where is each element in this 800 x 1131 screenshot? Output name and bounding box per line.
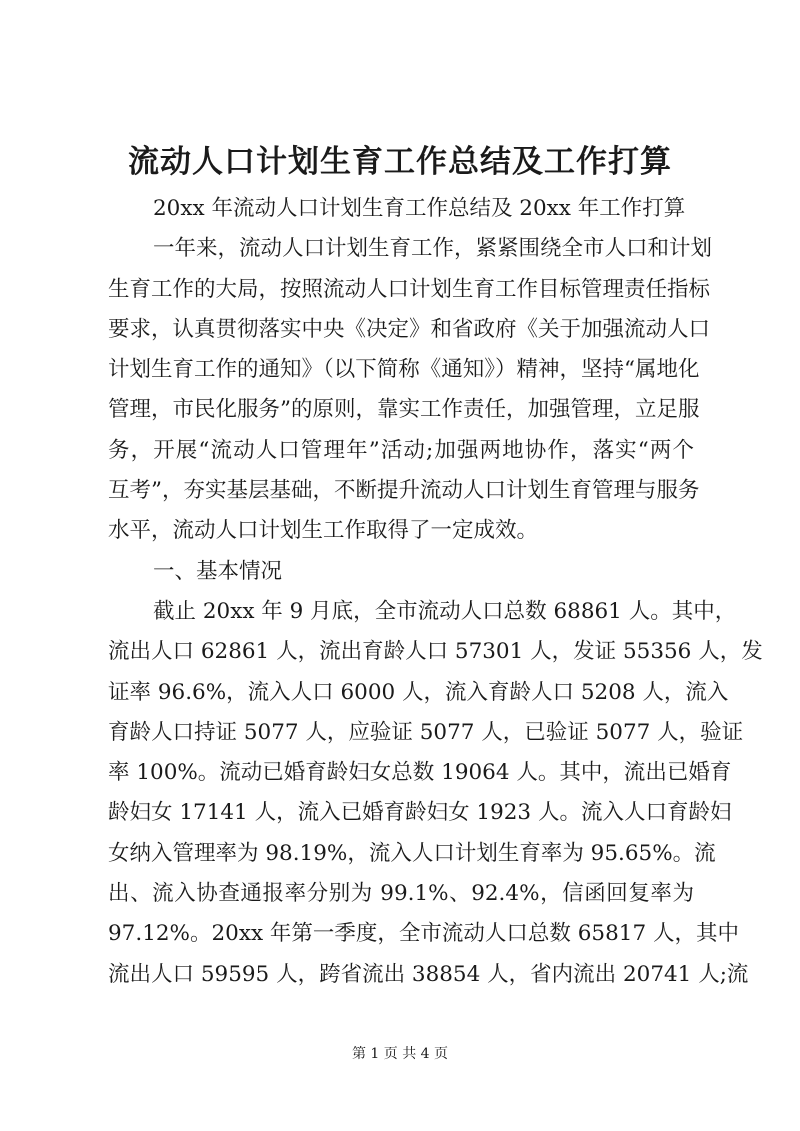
text-line: 97.12%。20xx 年第一季度，全市流动人口总数 65817 人，其中 xyxy=(108,921,739,947)
text-line: 出、流入协查通报率分别为 99.1%、92.4%，信函回复率为 xyxy=(108,881,694,907)
paragraph xyxy=(108,229,713,551)
text-line: 水平，流动人口计划生工作取得了一定成效。 xyxy=(108,518,539,544)
text-line: 20xx 年流动人口计划生育工作总结及 20xx 年工作打算 xyxy=(153,196,686,221)
paragraph xyxy=(108,189,694,229)
text-line: 生育工作的大局，按照流动人口计划生育工作目标管理责任指标 xyxy=(108,276,711,302)
text-line: 流出人口 59595 人，跨省流出 38854 人，省内流出 20741 人;流 xyxy=(108,961,749,987)
text-line: 一、基本情况 xyxy=(153,558,283,584)
text-line: 管理，市民化服务”的原则，靠实工作责任，加强管理，立足服 xyxy=(108,397,700,423)
paragraph xyxy=(108,552,694,592)
text-line: 育龄人口持证 5077 人，应验证 5077 人，已验证 5077 人，验证 xyxy=(108,719,744,745)
page-footer: 第 1 页 共 4 页 xyxy=(351,1046,449,1062)
text-line: 率 100%。流动已婚育龄妇女总数 19064 人。其中，流出已婚育 xyxy=(108,760,732,786)
text-line: 务，开展“流动人口管理年”活动;加强两地协作，落实“两个 xyxy=(108,437,694,463)
text-line: 流出人口 62861 人，流出育龄人口 57301 人，发证 55356 人，发 xyxy=(108,639,763,665)
text-line: 证率 96.6%，流入人口 6000 人，流入育龄人口 5208 人，流入 xyxy=(108,679,729,705)
text-line: 互考”，夯实基层基础，不断提升流动人口计划生育管理与服务 xyxy=(108,478,700,504)
text-line: 计划生育工作的通知》（以下简称《通知》）精神，坚持“属地化 xyxy=(108,357,700,383)
document-title: 流动人口计划生育工作总结及工作打算 xyxy=(128,144,672,180)
text-line: 截止 20xx 年 9 月底，全市流动人口总数 68861 人。其中， xyxy=(153,598,737,624)
text-line: 龄妇女 17141 人，流入已婚育龄妇女 1923 人。流入人口育龄妇 xyxy=(108,800,732,826)
paragraph xyxy=(108,592,763,995)
text-line: 要求，认真贯彻落实中央《决定》和省政府《关于加强流动人口 xyxy=(108,316,711,342)
text-line: 一年来，流动人口计划生育工作，紧紧围绕全市人口和计划 xyxy=(153,236,713,262)
text-line: 女纳入管理率为 98.19%，流入人口计划生育率为 95.65%。流 xyxy=(108,840,716,866)
document-body xyxy=(108,189,763,995)
